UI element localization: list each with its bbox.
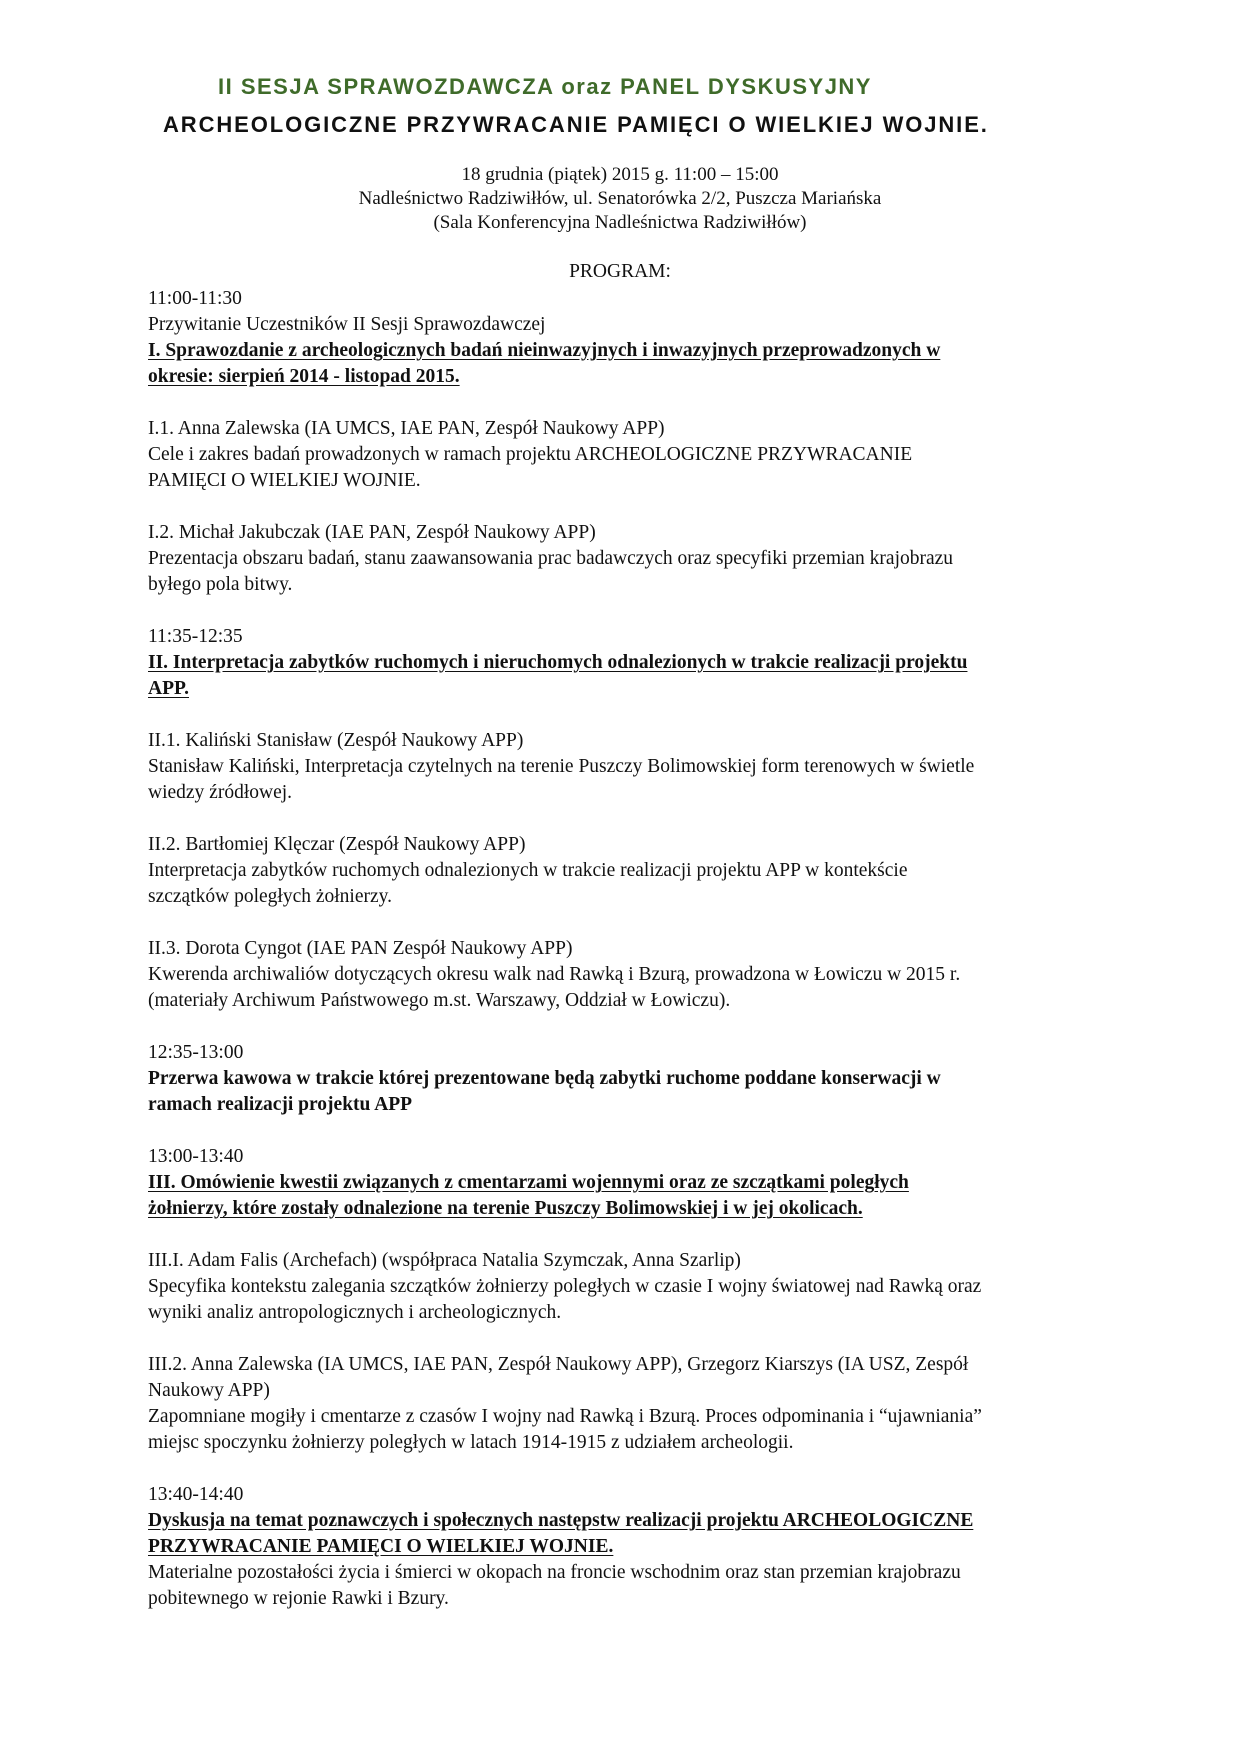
section-3-title-cont: żołnierzy, które zostały odnalezione na terenie Puszczy Bolimowskiej i w jej okolicach. xyxy=(148,1198,863,1219)
talk-2-1-title: Stanisław Kaliński, Interpretacja czytelnych na terenie Puszczy Bolimowskiej form terenowych w świetle xyxy=(148,756,975,777)
discussion-title-cont: PRZYWRACANIE PAMIĘCI O WIELKIEJ WOJNIE. xyxy=(148,1536,614,1557)
session-2-time: 11:35-12:35 xyxy=(148,626,243,647)
talk-1-2-title: Prezentacja obszaru badań, stanu zaawansowania prac badawczych oraz specyfiki przemian krajobrazu xyxy=(148,548,954,569)
talk-1-1-speaker: I.1. Anna Zalewska (IA UMCS, IAE PAN, Zespół Naukowy APP) xyxy=(148,418,665,439)
discussion-time: 13:40-14:40 xyxy=(148,1484,244,1505)
title-line-1: II SESJA SPRAWOZDAWCZA oraz PANEL DYSKUSYJNY xyxy=(218,74,872,99)
talk-2-2-title: Interpretacja zabytków ruchomych odnalezionych w trakcie realizacji projektu APP w kontekście xyxy=(148,860,908,881)
talk-3-2-speaker-cont: Naukowy APP) xyxy=(148,1380,270,1401)
break-time: 12:35-13:00 xyxy=(148,1042,244,1063)
welcome-text: Przywitanie Uczestników II Sesji Sprawozdawczej xyxy=(148,314,546,335)
title-line-2: ARCHEOLOGICZNE PRZYWRACANIE PAMIĘCI O WIELKIEJ WOJNIE. xyxy=(163,112,989,137)
discussion-text: Materialne pozostałości życia i śmierci w okopach na froncie wschodnim oraz stan przemian krajobrazu xyxy=(148,1562,961,1583)
talk-3-1-title: Specyfika kontekstu zalegania szczątków żołnierzy poległych w czasie I wojny światowej nad Rawką oraz xyxy=(148,1276,982,1297)
talk-1-2-speaker: I.2. Michał Jakubczak (IAE PAN, Zespół Naukowy APP) xyxy=(148,522,596,543)
talk-2-1-speaker: II.1. Kaliński Stanisław (Zespół Naukowy APP) xyxy=(148,730,524,751)
talk-1-1-title-cont: PAMIĘCI O WIELKIEJ WOJNIE. xyxy=(148,470,421,491)
section-2-title-cont: APP. xyxy=(148,678,189,699)
talk-1-1-title: Cele i zakres badań prowadzonych w ramach projektu ARCHEOLOGICZNE PRZYWRACANIE xyxy=(148,444,913,465)
talk-3-1-title-cont: wyniki analiz antropologicznych i archeologicznych. xyxy=(148,1302,562,1323)
talk-2-3-speaker: II.3. Dorota Cyngot (IAE PAN Zespół Naukowy APP) xyxy=(148,938,573,959)
section-3-title: III. Omówienie kwestii związanych z cmentarzami wojennymi oraz ze szczątkami poległych xyxy=(148,1172,909,1193)
break-text: Przerwa kawowa w trakcie której prezentowane będą zabytki ruchome poddane konserwacji w xyxy=(148,1068,941,1089)
event-date: 18 grudnia (piątek) 2015 g. 11:00 – 15:00 xyxy=(461,164,779,185)
talk-2-2-title-cont: szczątków poległych żołnierzy. xyxy=(148,886,393,907)
talk-3-1-speaker: III.I. Adam Falis (Archefach) (współpraca Natalia Szymczak, Anna Szarlip) xyxy=(148,1250,741,1271)
section-1-title: I. Sprawozdanie z archeologicznych badań nieinwazyjnych i inwazyjnych przeprowadzonych w xyxy=(148,340,941,361)
event-room: (Sala Konferencyjna Nadleśnictwa Radziwiłłów) xyxy=(433,212,807,233)
section-1-title-cont: okresie: sierpień 2014 - listopad 2015. xyxy=(148,366,460,387)
break-text-cont: ramach realizacji projektu APP xyxy=(148,1094,413,1115)
talk-2-3-title: Kwerenda archiwaliów dotyczących okresu walk nad Rawką i Bzurą, prowadzona w Łowiczu w 2015 r. xyxy=(148,964,961,985)
event-place: Nadleśnictwo Radziwiłłów, ul. Senatorówka 2/2, Puszcza Mariańska xyxy=(358,188,882,209)
talk-2-2-speaker: II.2. Bartłomiej Klęczar (Zespół Naukowy APP) xyxy=(148,834,526,855)
talk-2-3-title-cont: (materiały Archiwum Państwowego m.st. Warszawy, Oddział w Łowiczu). xyxy=(148,990,731,1011)
discussion-text-cont: pobitewnego w rejonie Rawki i Bzury. xyxy=(148,1588,449,1609)
session-1-time: 11:00-11:30 xyxy=(148,288,242,309)
talk-3-2-speaker: III.2. Anna Zalewska (IA UMCS, IAE PAN, Zespół Naukowy APP), Grzegorz Kiarszys (IA USZ, Zespół xyxy=(148,1354,969,1375)
discussion-title: Dyskusja na temat poznawczych i społecznych następstw realizacji projektu ARCHEOLOGICZNE xyxy=(148,1510,974,1531)
session-3-time: 13:00-13:40 xyxy=(148,1146,244,1167)
talk-3-2-title-cont: miejsc spoczynku żołnierzy poległych w latach 1914-1915 z udziałem archeologii. xyxy=(148,1432,794,1453)
talk-2-1-title-cont: wiedzy źródłowej. xyxy=(148,782,293,803)
program-label: PROGRAM: xyxy=(569,261,671,282)
section-2-title: II. Interpretacja zabytków ruchomych i nieruchomych odnalezionych w trakcie realizacji projektu xyxy=(148,652,968,673)
program-body xyxy=(148,286,1138,1612)
talk-1-2-title-cont: byłego pola bitwy. xyxy=(148,574,293,595)
talk-3-2-title: Zapomniane mogiły i cmentarze z czasów I wojny nad Rawką i Bzurą. Proces odpominania i “ujawniania” xyxy=(148,1406,982,1427)
